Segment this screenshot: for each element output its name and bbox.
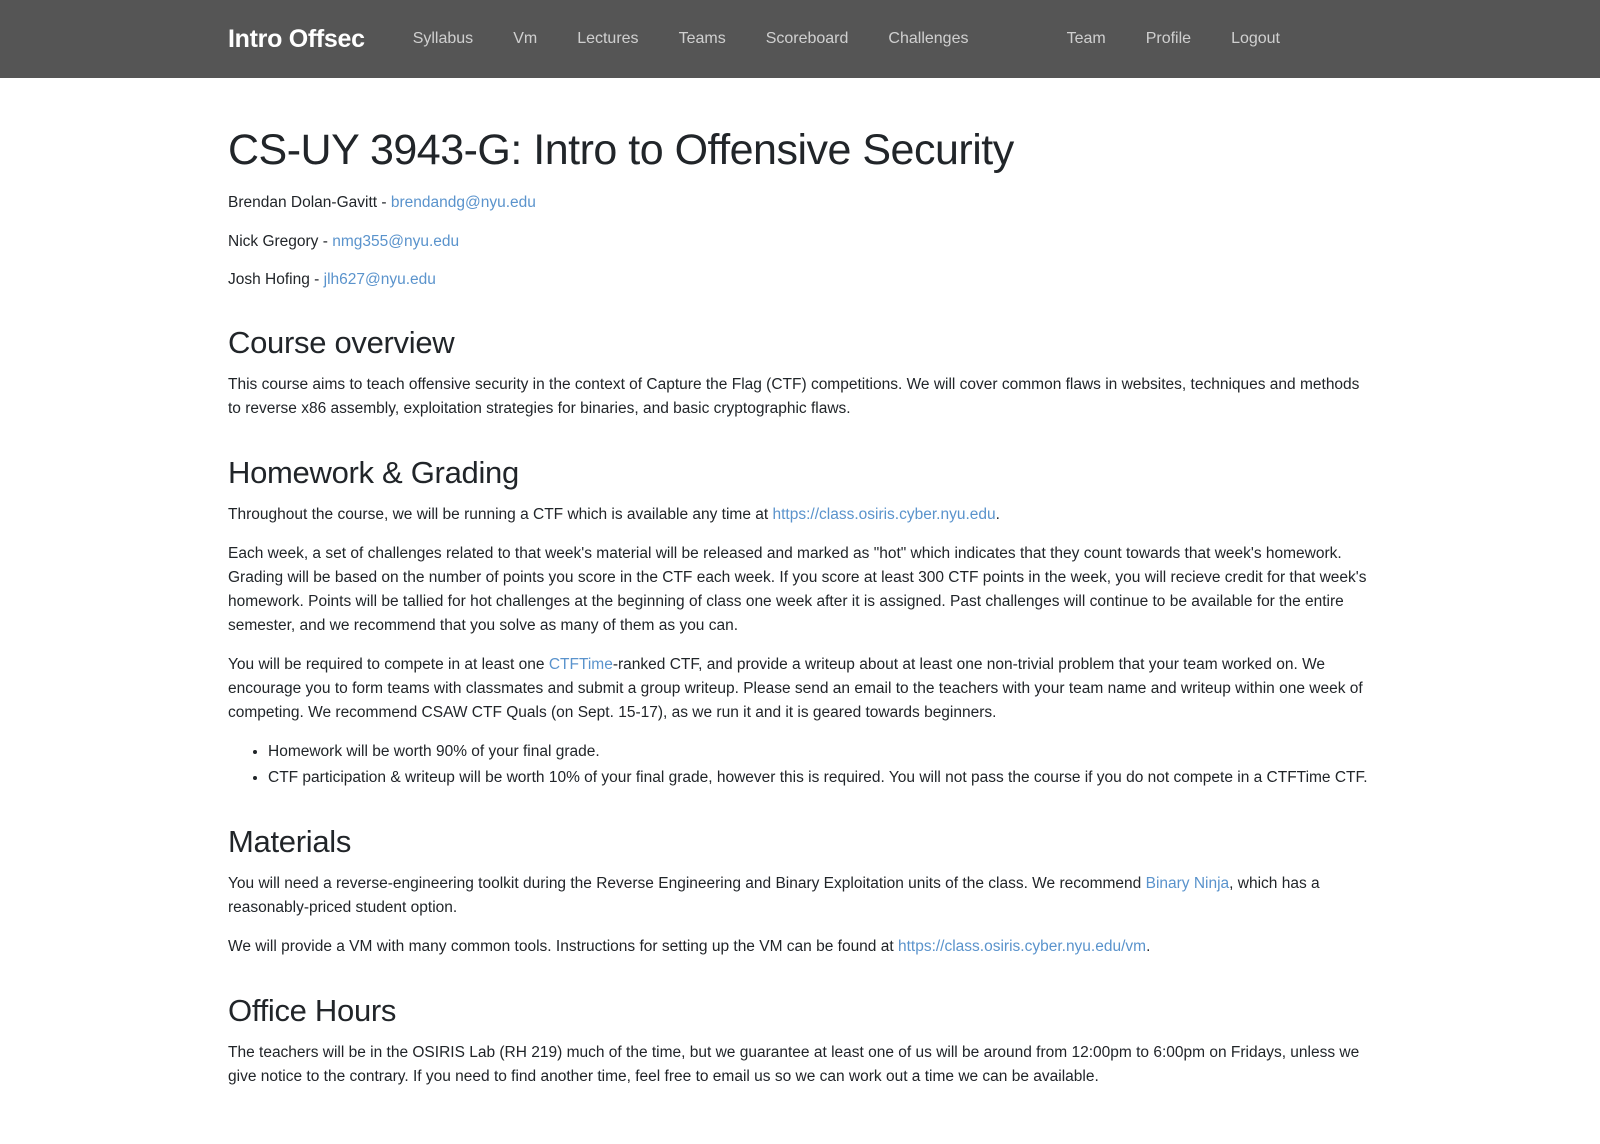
paragraph-ctf-requirement	[228, 653, 1372, 725]
paragraph-weekly-grading: Each week, a set of challenges related to that week's material will be released and marked as "hot" which indicates that they count towards that week's homework. Grading will be based on the number of points you score in the CTF each week. If you score at least 300 CTF points in the week, you will recieve credit for that week's homework. Points will be tallied for hot challenges at the beginning of class one week after it is assigned. Past challenges will continue to be available for the entire semester, and we recommend that you solve as many of them as you can.	[228, 545, 1367, 635]
staff-name: Josh Hofing	[228, 270, 310, 288]
staff-entry	[228, 268, 1372, 291]
text-after-ctftime-link: -ranked CTF, and provide a writeup about at least one non-trivial problem that your team worked on. We encourage you to form teams with classmates and submit a group writeup. Please send an email to the teachers with your team name and writeup within one week of competing. We recommend CSAW CTF Quals (on Sept. 15-17), as we run it and it is geared towards beginners.	[228, 656, 1363, 722]
staff-email-link[interactable]: nmg355@nyu.edu	[332, 232, 460, 250]
staff-separator: -	[309, 270, 324, 288]
paragraph-office-hours: The teachers will be in the OSIRIS Lab (RH 219) much of the time, but we guarantee at least one of us will be around from 12:00pm to 6:00pm on Fridays, unless we give notice to the contrary. If you need to find another time, feel free to email us so we can work out a time we can be available.	[228, 1044, 1360, 1086]
text-after-ctf-link: .	[995, 506, 1000, 524]
heading-homework-grading: Homework & Grading	[228, 455, 519, 491]
nav-item-team[interactable]: Team	[1066, 30, 1106, 47]
text-before-vm-link: We will provide a VM with many common tools. Instructions for setting up the VM can be found at	[228, 938, 898, 956]
bottom-spacer	[228, 1104, 1372, 1144]
nav-item-syllabus[interactable]: Syllabus	[412, 30, 474, 47]
paragraph-vm	[228, 935, 1372, 959]
page-title: CS-UY 3943-G: Intro to Offensive Security	[228, 126, 1014, 174]
nav-item-challenges[interactable]: Challenges	[888, 30, 969, 47]
list-item: • Homework will be worth 90% of your final grade.	[268, 740, 1372, 764]
staff-email-link[interactable]: jlh627@nyu.edu	[323, 270, 436, 288]
ctf-site-link[interactable]: https://class.osiris.cyber.nyu.edu	[772, 506, 996, 524]
nav-item-logout[interactable]: Logout	[1231, 30, 1280, 47]
staff-name: Brendan Dolan-Gavitt	[228, 194, 378, 212]
nav-item-profile[interactable]: Profile	[1145, 30, 1192, 47]
ctftime-link[interactable]: CTFTime	[548, 656, 613, 674]
vm-instructions-link[interactable]: https://class.osiris.cyber.nyu.edu/vm	[897, 938, 1147, 956]
nav-item-lectures[interactable]: Lectures	[577, 30, 639, 47]
text-after-binaryninja-link: , which has a reasonably-priced student option.	[228, 875, 1320, 917]
staff-name: Nick Gregory	[228, 232, 319, 250]
page-content	[0, 126, 1600, 1144]
brand-link[interactable]: Intro Offsec	[228, 24, 365, 53]
heading-materials: Materials	[228, 824, 352, 860]
paragraph-course-overview: This course aims to teach offensive security in the context of Capture the Flag (CTF) competitions. We will cover common flaws in websites, techniques and methods to reverse x86 assembly, exploitation strategies for binaries, and basic cryptographic flaws.	[228, 376, 1360, 418]
staff-entry	[228, 191, 1372, 214]
text-before-ctf-link: Throughout the course, we will be running a CTF which is available any time at	[228, 506, 773, 524]
text-before-ctftime-link: You will be required to compete in at least one	[228, 656, 549, 674]
primary-nav	[393, 22, 989, 56]
nav-item-scoreboard[interactable]: Scoreboard	[765, 30, 849, 47]
text-after-vm-link: .	[1146, 938, 1151, 956]
navbar-inner	[0, 22, 1600, 56]
grading-bullet-list	[228, 740, 1372, 790]
heading-office-hours: Office Hours	[228, 993, 397, 1029]
nav-item-vm[interactable]: Vm	[513, 30, 538, 47]
staff-separator: -	[377, 194, 391, 212]
nav-item-teams[interactable]: Teams	[678, 30, 726, 47]
staff-separator: -	[318, 232, 333, 250]
paragraph-ctf-availability	[228, 503, 1372, 527]
list-item: • CTF participation & writeup will be worth 10% of your final grade, however this is required. You will not pass the course if you do not compete in a CTFTime CTF.	[268, 766, 1372, 790]
heading-course-overview: Course overview	[228, 325, 455, 361]
secondary-nav	[1047, 22, 1300, 56]
top-navbar	[0, 0, 1600, 78]
binary-ninja-link[interactable]: Binary Ninja	[1145, 875, 1230, 893]
staff-entry	[228, 230, 1372, 253]
paragraph-toolkit	[228, 872, 1372, 920]
staff-email-link[interactable]: brendandg@nyu.edu	[390, 194, 536, 212]
text-before-binaryninja-link: You will need a reverse-engineering toolkit during the Reverse Engineering and Binary Exploitation units of the class. We recommend	[228, 875, 1146, 893]
